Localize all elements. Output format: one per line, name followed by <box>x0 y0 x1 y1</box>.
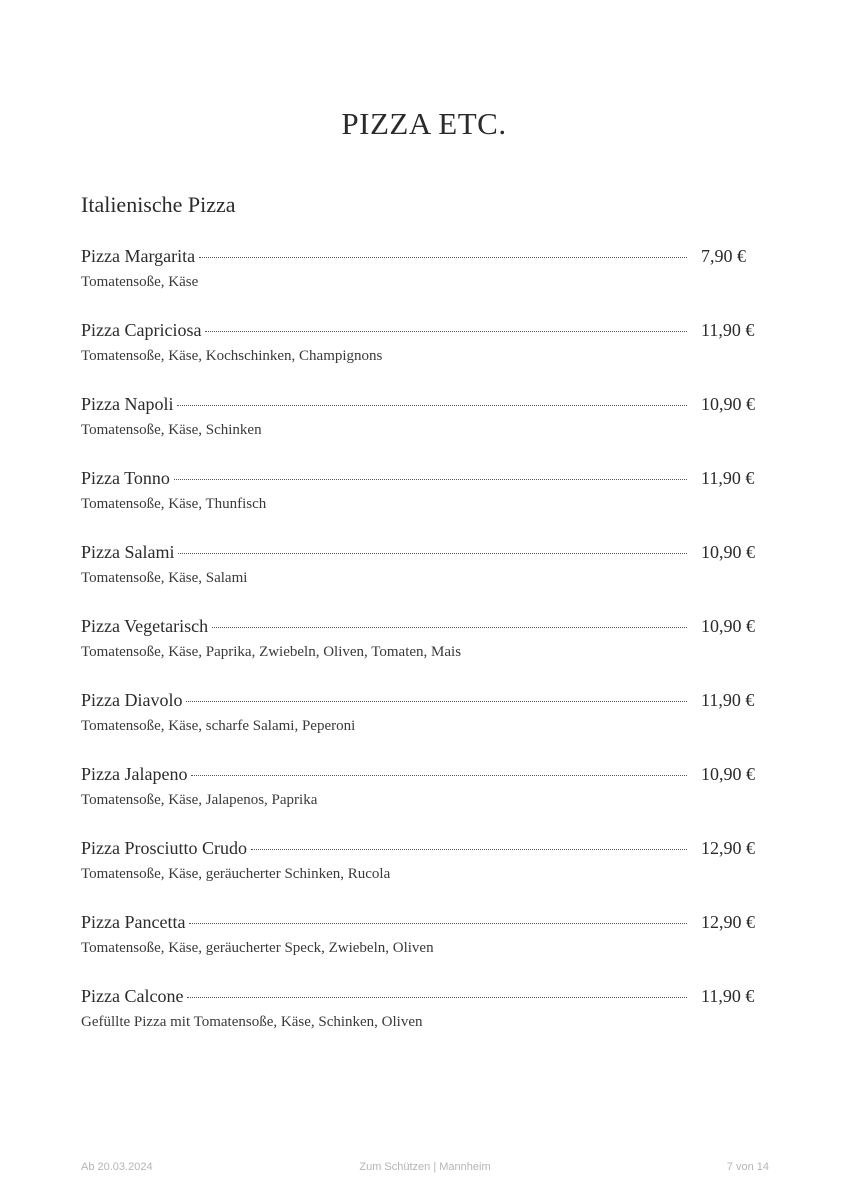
menu-item-price: 10,90 € <box>701 616 755 636</box>
menu-list <box>81 246 771 1060</box>
menu-item-name: Pizza Napoli <box>81 394 174 414</box>
menu-item-name: Pizza Pancetta <box>81 912 186 932</box>
dot-leader <box>187 997 687 998</box>
menu-item-name: Pizza Jalapeno <box>81 764 188 784</box>
dot-leader <box>205 331 687 332</box>
menu-item-price: 12,90 € <box>701 838 755 858</box>
menu-item <box>81 764 771 838</box>
menu-item-description: Tomatensoße, Käse, Schinken <box>81 422 262 438</box>
footer-restaurant: Zum Schützen | Mannheim <box>359 1161 491 1173</box>
menu-item-price: 12,90 € <box>701 912 755 932</box>
menu-item-line <box>81 246 771 272</box>
menu-item-description: Tomatensoße, Käse, scharfe Salami, Peperoni <box>81 718 356 734</box>
menu-item-description: Gefüllte Pizza mit Tomatensoße, Käse, Schinken, Oliven <box>81 1014 423 1030</box>
menu-item <box>81 616 771 690</box>
dot-leader <box>189 923 687 924</box>
menu-item-name: Pizza Diavolo <box>81 690 183 710</box>
menu-item-name: Pizza Prosciutto Crudo <box>81 838 247 858</box>
menu-item-description: Tomatensoße, Käse, Kochschinken, Champignons <box>81 348 383 364</box>
dot-leader <box>178 553 687 554</box>
menu-item-name: Pizza Salami <box>81 542 175 562</box>
menu-item-line <box>81 986 771 1012</box>
menu-item-name: Pizza Tonno <box>81 468 170 488</box>
menu-item-line <box>81 542 771 568</box>
menu-item-name: Pizza Calcone <box>81 986 184 1006</box>
menu-item-line <box>81 320 771 346</box>
menu-item-price: 7,90 € <box>701 246 746 266</box>
menu-item <box>81 690 771 764</box>
menu-item-description: Tomatensoße, Käse, Paprika, Zwiebeln, Oliven, Tomaten, Mais <box>81 644 462 660</box>
menu-item-description: Tomatensoße, Käse, geräucherter Speck, Zwiebeln, Oliven <box>81 940 434 956</box>
menu-item-name: Pizza Margarita <box>81 246 196 266</box>
menu-item-price: 11,90 € <box>701 986 755 1006</box>
dot-leader <box>199 257 687 258</box>
menu-item-price: 10,90 € <box>701 542 755 562</box>
dot-leader <box>174 479 687 480</box>
menu-item <box>81 542 771 616</box>
section-heading: Italienische Pizza <box>81 192 236 217</box>
dot-leader <box>177 405 687 406</box>
page-title: PIZZA ETC. <box>341 106 507 141</box>
menu-item <box>81 468 771 542</box>
menu-item-line <box>81 912 771 938</box>
menu-item-name: Pizza Vegetarisch <box>81 616 209 636</box>
menu-item-line <box>81 690 771 716</box>
dot-leader <box>212 627 687 628</box>
menu-item-description: Tomatensoße, Käse, Thunfisch <box>81 496 267 512</box>
menu-item <box>81 246 771 320</box>
menu-item-price: 10,90 € <box>701 394 755 414</box>
menu-item <box>81 912 771 986</box>
menu-item <box>81 320 771 394</box>
menu-item-line <box>81 616 771 642</box>
menu-item <box>81 394 771 468</box>
menu-item-line <box>81 764 771 790</box>
menu-item-line <box>81 394 771 420</box>
dot-leader <box>186 701 687 702</box>
dot-leader <box>251 849 687 850</box>
menu-item-line <box>81 468 771 494</box>
menu-item-line <box>81 838 771 864</box>
menu-item-price: 10,90 € <box>701 764 755 784</box>
menu-item-name: Pizza Capriciosa <box>81 320 202 340</box>
menu-item-price: 11,90 € <box>701 320 755 340</box>
menu-item <box>81 838 771 912</box>
menu-item-description: Tomatensoße, Käse, geräucherter Schinken, Rucola <box>81 866 391 882</box>
menu-item-description: Tomatensoße, Käse, Jalapenos, Paprika <box>81 792 318 808</box>
menu-item-description: Tomatensoße, Käse, Salami <box>81 570 248 586</box>
footer-page-number: 7 von 14 <box>726 1161 769 1173</box>
menu-item-price: 11,90 € <box>701 468 755 488</box>
menu-item <box>81 986 771 1060</box>
menu-item-price: 11,90 € <box>701 690 755 710</box>
footer-date: Ab 20.03.2024 <box>81 1161 153 1173</box>
dot-leader <box>191 775 687 776</box>
menu-item-description: Tomatensoße, Käse <box>81 274 199 290</box>
